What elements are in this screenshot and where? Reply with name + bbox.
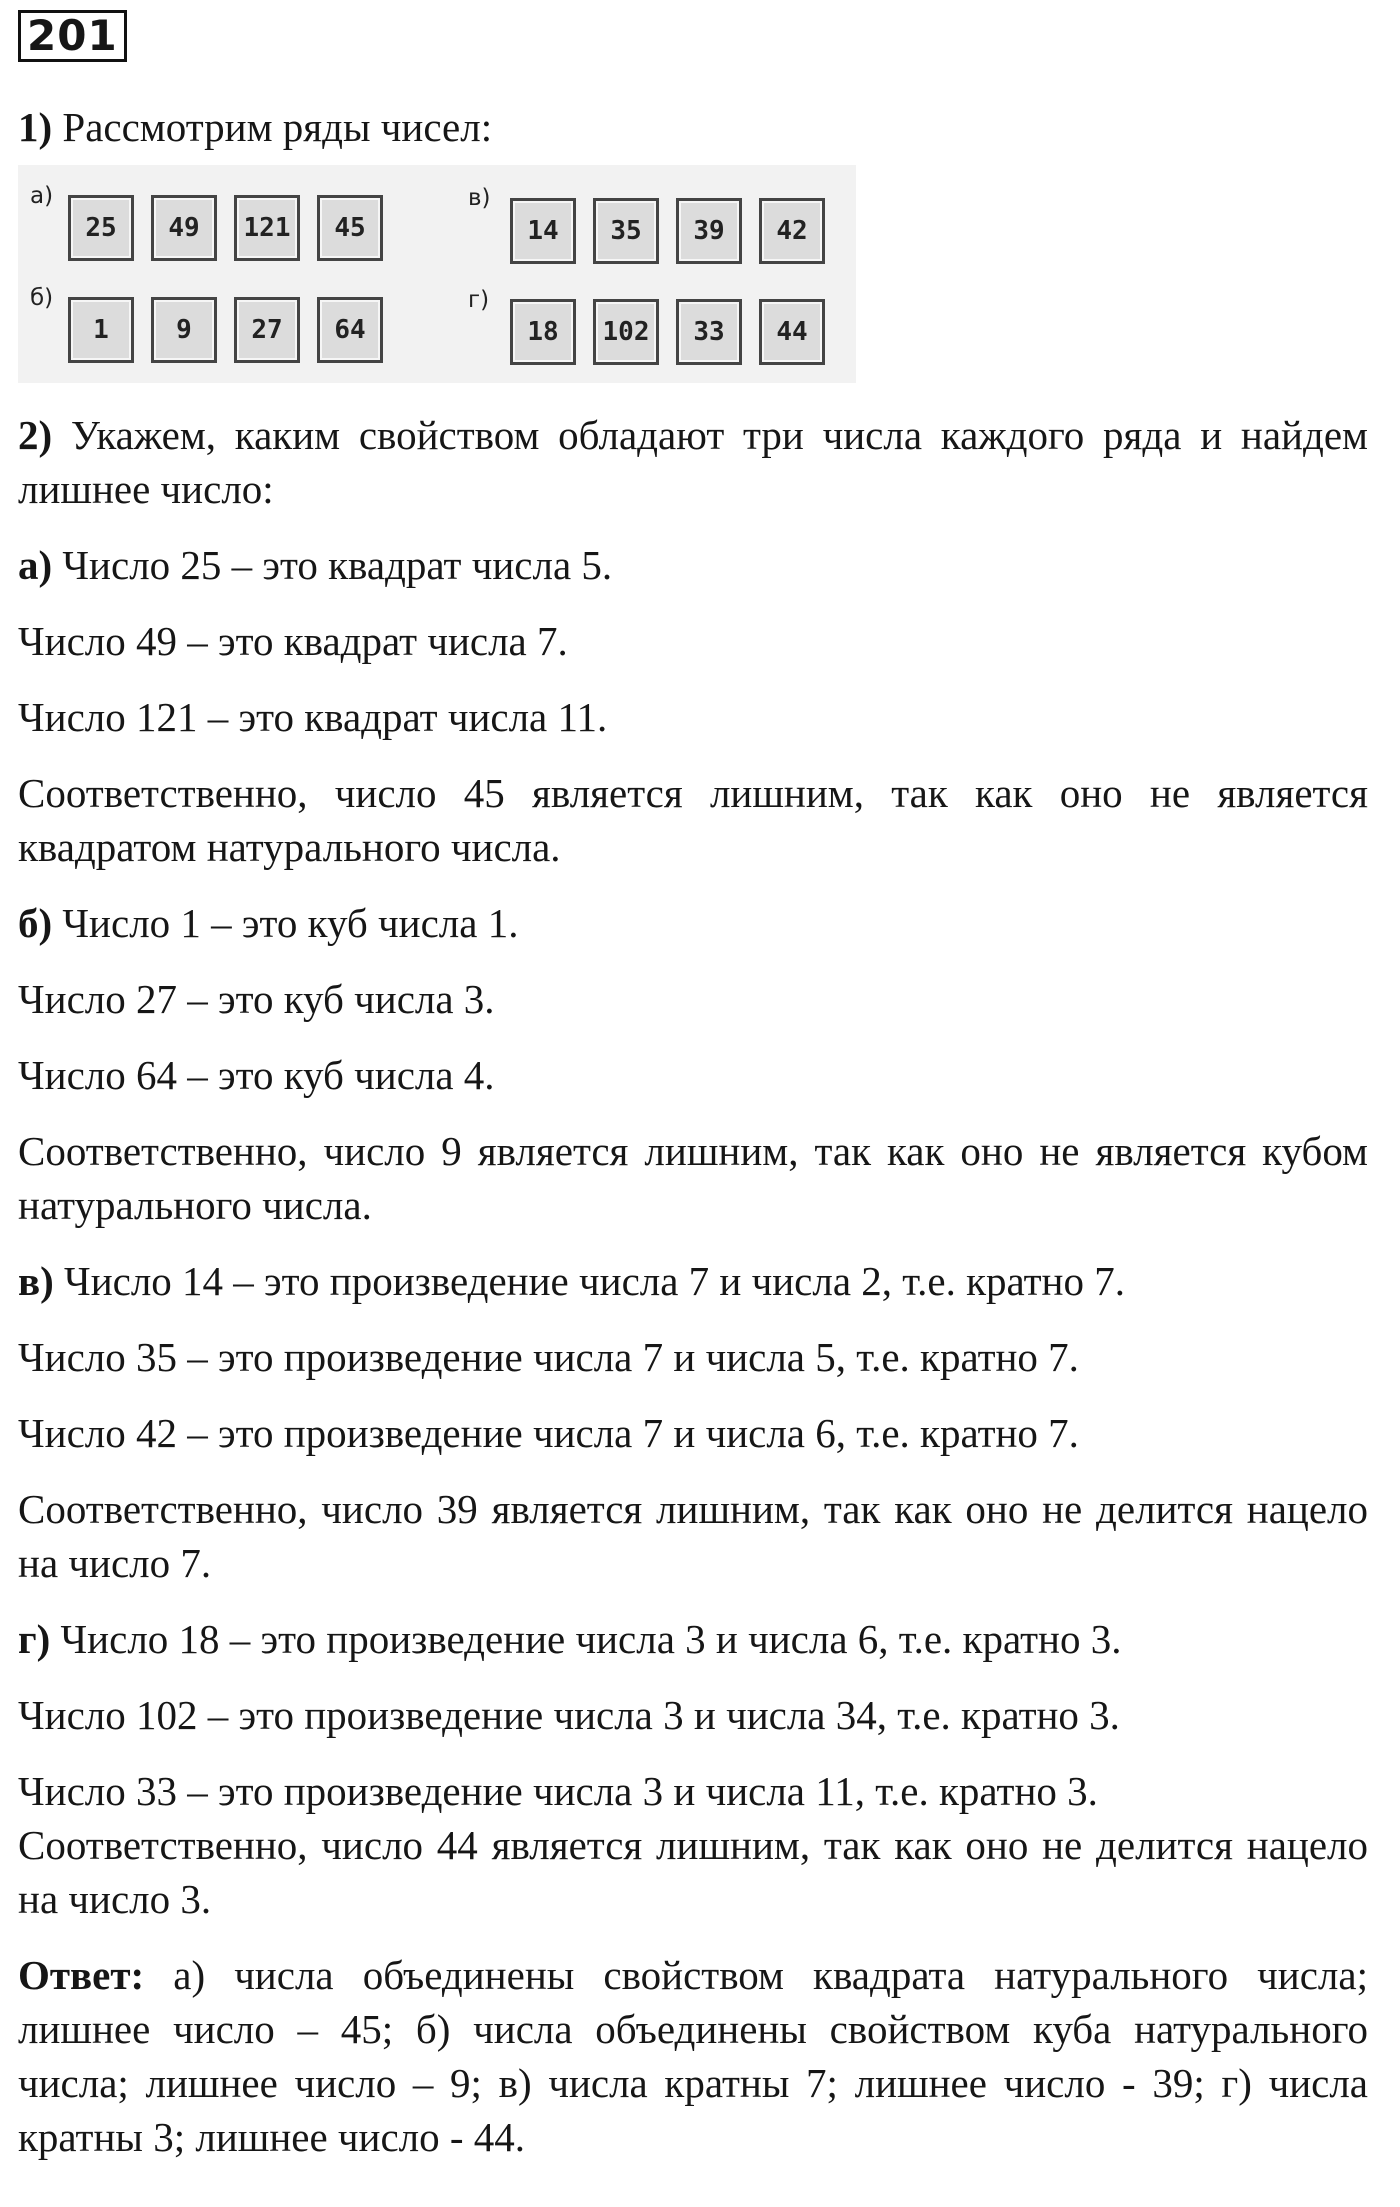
part-a-line2: Число 49 – это квадрат числа 7.: [18, 618, 568, 664]
number-cell: 45: [317, 195, 383, 261]
part-g-text: Число 18 – это произведение числа 3 и числа 6, т.е. кратно 3.: [50, 1616, 1122, 1662]
step2-paragraph: [18, 408, 1368, 516]
part-b-line1: [18, 896, 1368, 950]
row-label-b: б): [30, 285, 54, 311]
part-a-line1: [18, 538, 1368, 592]
part-b-line3: Число 64 – это куб числа 4.: [18, 1052, 495, 1098]
part-v-line3: Число 42 – это произведение числа 7 и числа 6, т.е. кратно 7.: [18, 1410, 1079, 1456]
number-cell: 39: [676, 198, 742, 264]
number-cell: 42: [759, 198, 825, 264]
row-label-v: в): [468, 185, 491, 211]
part-g-label: г): [18, 1616, 51, 1662]
part-v-line1: [18, 1254, 1368, 1308]
number-cell: 9: [151, 297, 217, 363]
task-number: 201: [18, 10, 127, 62]
number-cell: 49: [151, 195, 217, 261]
part-v-line2: Число 35 – это произведение числа 7 и числа 5, т.е. кратно 7.: [18, 1334, 1079, 1380]
number-cell: 64: [317, 297, 383, 363]
part-g-line2: Число 102 – это произведение числа 3 и числа 34, т.е. кратно 3.: [18, 1692, 1120, 1738]
part-a-conclusion: Соответственно, число 45 является лишним, так как оно не является квадратом натурального числа.: [18, 770, 1368, 870]
number-cell: 102: [593, 299, 659, 365]
part-v-label: в): [18, 1258, 54, 1304]
part-b-label: б): [18, 900, 53, 946]
part-a-label: а): [18, 542, 53, 588]
answer-paragraph: [18, 1948, 1368, 2164]
number-rows-figure: [18, 165, 856, 383]
step1-text: Рассмотрим ряды чисел:: [62, 104, 493, 150]
part-b-text: Число 1 – это куб числа 1.: [52, 900, 519, 946]
step2-label: 2): [18, 412, 53, 458]
number-cell: 25: [68, 195, 134, 261]
number-cell: 44: [759, 299, 825, 365]
step1-label: 1): [18, 104, 53, 150]
number-cell: 18: [510, 299, 576, 365]
solution-body: [18, 408, 1368, 2164]
part-b-conclusion: Соответственно, число 9 является лишним, так как оно не является кубом натурального числа.: [18, 1128, 1368, 1228]
row-label-a: а): [30, 183, 54, 209]
number-cell: 121: [234, 195, 300, 261]
answer-text: а) числа объединены свойством квадрата натурального числа; лишнее число – 45; б) числа объединены свойством куба натурального числа; лишнее число – 9; в) числа кратны 7; лишнее число - 39; г) числа кратны 3; лишнее число - 44.: [18, 1952, 1368, 2160]
answer-label: Ответ:: [18, 1952, 145, 1998]
step2-text: Укажем, каким свойством обладают три числа каждого ряда и найдем лишнее число:: [18, 412, 1368, 512]
row-label-g: г): [468, 287, 490, 313]
step1-line: [18, 100, 1368, 154]
part-b-line2: Число 27 – это куб числа 3.: [18, 976, 495, 1022]
part-a-text: Число 25 – это квадрат числа 5.: [52, 542, 613, 588]
number-cell: 27: [234, 297, 300, 363]
part-v-text: Число 14 – это произведение числа 7 и числа 2, т.е. кратно 7.: [53, 1258, 1125, 1304]
part-g-line3: Число 33 – это произведение числа 3 и числа 11, т.е. кратно 3.: [18, 1768, 1098, 1814]
number-cell: 33: [676, 299, 742, 365]
part-v-conclusion: Соответственно, число 39 является лишним, так как оно не делится нацело на число 7.: [18, 1486, 1368, 1586]
part-a-line3: Число 121 – это квадрат числа 11.: [18, 694, 608, 740]
number-cell: 14: [510, 198, 576, 264]
number-cell: 35: [593, 198, 659, 264]
part-g-line1: [18, 1612, 1368, 1666]
part-g-conclusion: Соответственно, число 44 является лишним, так как оно не делится нацело на число 3.: [18, 1822, 1368, 1922]
number-cell: 1: [68, 297, 134, 363]
